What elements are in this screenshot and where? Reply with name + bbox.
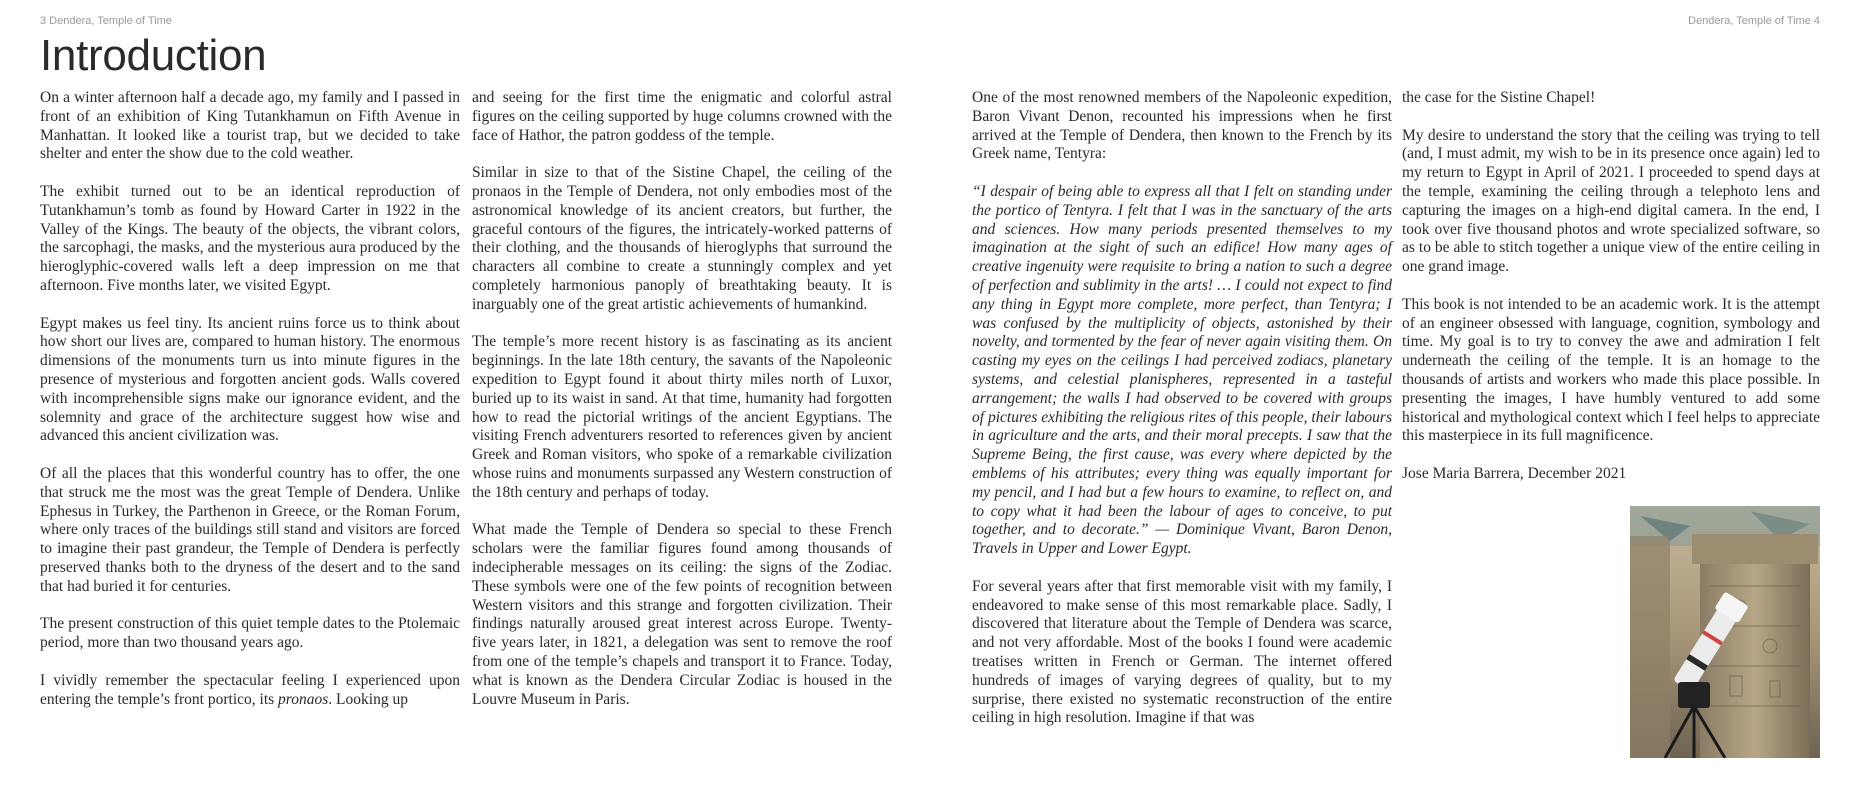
temple-column-photo xyxy=(1630,506,1820,758)
page-title: Introduction xyxy=(40,31,267,80)
camera-at-temple-image xyxy=(1630,506,1820,758)
paragraph xyxy=(40,672,460,710)
paragraph: Similar in size to that of the Sistine Chapel, the ceiling of the pronaos in the Temple of Dendera, not only embodies most of the astronomical knowledge of its ancient creators, but further, the graceful contours of the figures, the intricately-worked patterns of their clothing, and the thousands of hieroglyphs that surround the characters all combine to create a stunningly complex and yet completely harmonious panoply of breathtaking beauty. It is inarguably one of the great artistic achievements of humankind. xyxy=(472,164,892,313)
paragraph: Egypt makes us feel tiny. Its ancient ruins force us to think about how short our lives are, compared to human history. The enormous dimensions of the monuments turn us into minute figures in the presence of mysterious and forgotten ancient gods. Walls covered with incomprehensible signs make our ignorance evident, and the solemnity and grace of the architecture suggest how wise and advanced this ancient civilization was. xyxy=(40,314,460,445)
paragraph: One of the most renowned members of the Napoleonic expedition, Baron Vivant Denon, recounted his impressions when he first arrived at the Temple of Dendera, then known to the French by its Greek name, Tentyra: xyxy=(972,89,1392,163)
paragraph: On a winter afternoon half a decade ago, my family and I passed in front of an exhibition of King Tutankhamun on Fifth Avenue in Manhattan. It looked like a tourist trap, but we decided to take shelter and enter the show due to the cold weather. xyxy=(40,89,460,163)
paragraph: For several years after that first memorable visit with my family, I endeavored to make sense of this most remarkable place. Sadly, I discovered that literature about the Temple of Dendera was scarce, and not very affordable. Most of the books I found were academic treatises written in French or German. The internet offered hundreds of images of varying degrees of quality, but to my surprise, there existed no systematic reconstruction of the entire ceiling in high resolution. Imagine if that was xyxy=(972,577,1392,727)
paragraph-text: I vividly remember the spectacular feeling I experienced upon entering the temple’s front portico, its xyxy=(40,671,460,708)
denon-quote: “I despair of being able to express all that I felt on standing under the portico of Tentyra. I felt that I was in the sanctuary of the arts and sciences. How many periods presented themselves to my imagination at the sight of such an edifice! How many ages of creative ingenuity were requisite to bring a nation to such a degree of perfection and sublimity in the arts! … I could not expect to find any thing in Egypt more complete, more perfect, than Tentyra; I was confused by the multiplicity of objects, astonished by their novelty, and tormented by the fear of never again visiting them. On casting my eyes on the ceilings I had perceived zodiacs, planetary systems, and celestial planispheres, represented in a tasteful arrangement; the walls I had observed to be covered with groups of pictures exhibiting the religious rites of this people, their labours in agriculture and the arts, and their moral precepts. I saw that the Supreme Being, the first cause, was every where depicted by the emblems of his attributes; every thing was equally important for my pencil, and I had but a few hours to examine, to reflect on, and to copy what it had been the labour of ages to conceive, to put together, and to decorate.” — Dominique Vivant, Baron Denon, Travels in Upper and Lower Egypt. xyxy=(972,182,1392,558)
paragraph: My desire to understand the story that the ceiling was trying to tell (and, I must admit, my wish to be in its presence once again) led to my return to Egypt in April of 2021. I proceeded to spend days at the temple, examining the ceiling through a telephoto lens and capturing the images on a high-end digital camera. In the end, I took over five thousand photos and wrote specialized software, so as to be able to stitch together a unique view of the entire ceiling in one grand image. xyxy=(1402,126,1820,276)
italic-term: pronaos xyxy=(278,690,329,708)
author-signature: Jose Maria Barrera, December 2021 xyxy=(1402,464,1627,482)
paragraph: The temple’s more recent history is as fascinating as its ancient beginnings. In the late 18th century, the savants of the Napoleonic expedition to Egypt found it about thirty miles north of Luxor, buried up to its waist in sand. At that time, humanity had forgotten how to read the pictorial writings of the ancient Egyptians. The visiting French adventurers resorted to references given by ancient Greek and Roman visitors, who spoke of a remarkable civilization whose ruins and monuments surpassed any Western construction of the 18th century and perhaps of today. xyxy=(472,333,892,501)
text-column-2 xyxy=(472,89,892,728)
paragraph: and seeing for the first time the enigmatic and colorful astral figures on the ceiling supported by huge columns crowned with the face of Hathor, the patron goddess of the temple. xyxy=(472,89,892,144)
paragraph: This book is not intended to be an academic work. It is the attempt of an engineer obsessed with language, cognition, symbology and time. My goal is to try to convey the awe and admiration I felt underneath the ceiling of the temple. It is an homage to the thousands of artists and workers who made this place possible. In presenting the images, I have humbly ventured to add some historical and mythological context which I feel helps to appreciate this masterpiece in its full magnificence. xyxy=(1402,295,1820,445)
paragraph: Of all the places that this wonderful country has to offer, the one that struck me the most was the great Temple of Dendera. Unlike Ephesus in Turkey, the Parthenon in Greece, or the Roman Forum, where only traces of the buildings still stand and visitors are forced to imagine their past grandeur, the Temple of Dendera is perfectly preserved thanks both to the dryness of the desert and to the sand that had buried it for centuries. xyxy=(40,464,460,595)
text-column-4 xyxy=(1402,89,1820,492)
paragraph: the case for the Sistine Chapel! xyxy=(1402,89,1596,106)
text-column-3 xyxy=(972,89,1392,747)
column-capital xyxy=(1692,534,1818,564)
text-column-1 xyxy=(40,89,460,728)
side-column xyxy=(1630,536,1670,758)
paragraph: What made the Temple of Dendera so special to these French scholars were the familiar figures found among thousands of indecipherable messages on its ceiling: the signs of the Zodiac. These symbols were one of the few points of recognition between Western visitors and this strange and forgotten civilization. Their findings naturally aroused great interest across Europe. Twenty-five years later, in 1821, a delegation was sent to remove the roof from one of the temple’s chapels and transport it to France. Today, what is known as the Dendera Circular Zodiac is housed in the Louvre Museum in Paris. xyxy=(472,521,892,708)
camera-body xyxy=(1678,682,1710,708)
page-header-left: 3 Dendera, Temple of Time xyxy=(40,15,172,27)
paragraph-text: . Looking up xyxy=(328,690,408,708)
paragraph: The exhibit turned out to be an identical reproduction of Tutankhamun’s tomb as found by Howard Carter in 1922 in the Valley of the Kings. The beauty of the objects, the vibrant colors, the sarcophagi, the masks, and the mysterious aura produced by the hieroglyphic-covered walls left a deep impression on me that afternoon. Five months later, we visited Egypt. xyxy=(40,182,460,294)
paragraph: The present construction of this quiet temple dates to the Ptolemaic period, more than two thousand years ago. xyxy=(40,615,460,652)
page-header-right: Dendera, Temple of Time 4 xyxy=(1688,15,1820,27)
